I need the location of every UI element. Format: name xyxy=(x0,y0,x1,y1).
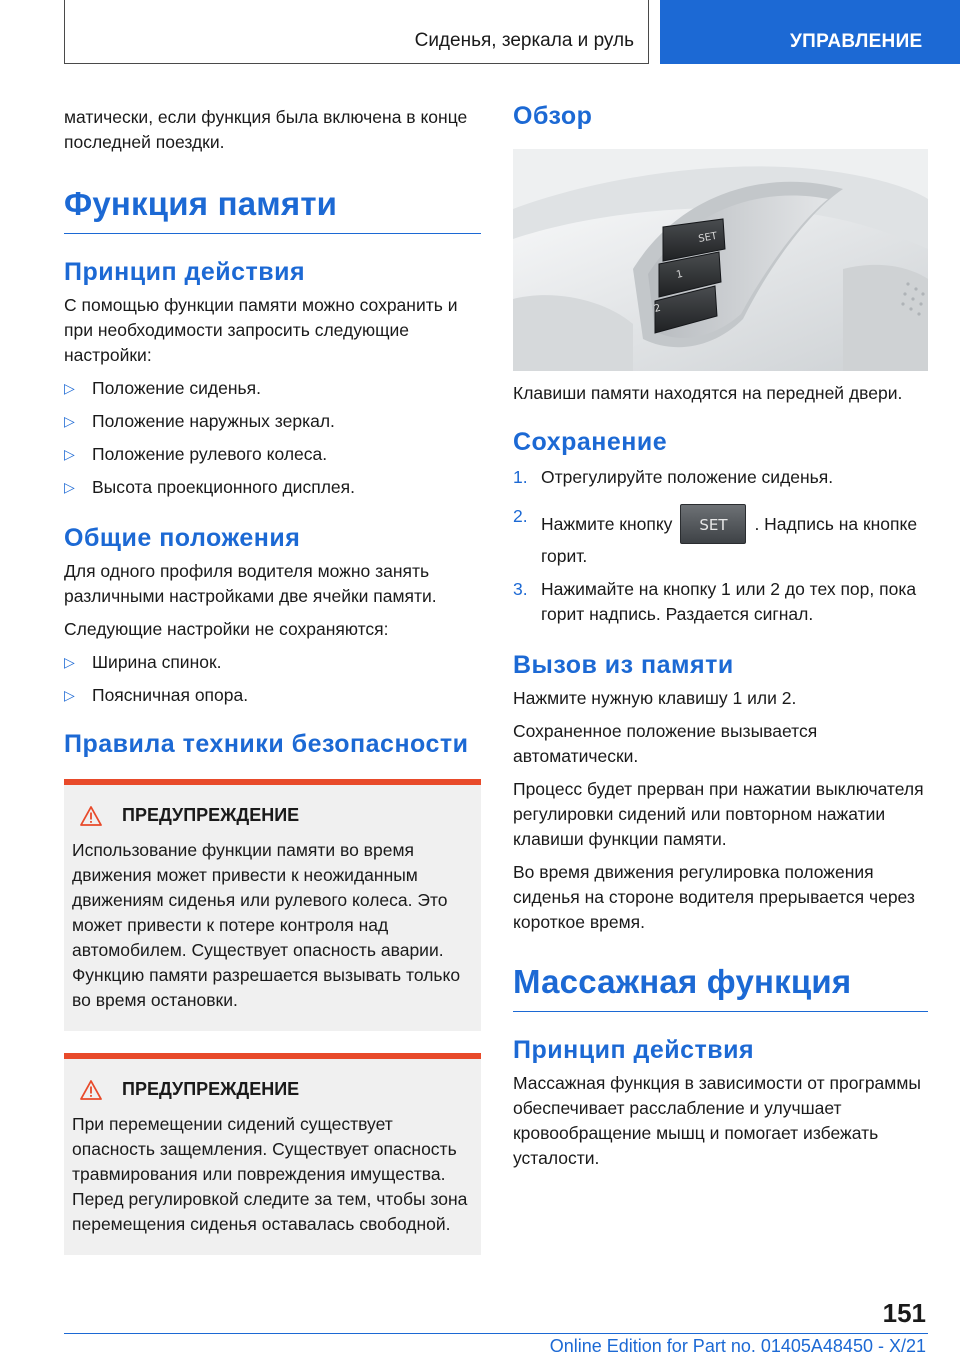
massage-function-title: Массажная функция xyxy=(513,963,928,1012)
recall-text-4: Во время движения регулировка положения сиденья на стороне водителя прерывается через короткое время. xyxy=(513,862,915,932)
warning-triangle-icon xyxy=(80,1080,102,1100)
general-text-2: Следующие настройки не сохраняются: xyxy=(64,619,389,639)
header-chapter-tab[interactable] xyxy=(660,0,960,64)
warning-box-1 xyxy=(64,779,481,1031)
recall-text-3: Процесс будет прерван при нажатии выключателя регулировки сидений или повторном нажатии клавиши функции памяти. xyxy=(513,779,924,849)
intro-text: матически, если функция была включена в конце последней поездки. xyxy=(64,107,468,152)
list-item: ▷ Ширина спинок. xyxy=(64,650,481,675)
save-title: Сохранение xyxy=(513,428,668,456)
triangle-bullet-icon: ▷ xyxy=(64,479,75,495)
triangle-bullet-icon: ▷ xyxy=(64,687,75,703)
list-item: 3. Нажимайте на кнопку 1 или 2 до тех пор, пока горит надпись. Раздается сигнал. xyxy=(513,579,917,624)
door-memory-buttons-photo xyxy=(513,149,928,371)
triangle-bullet-icon: ▷ xyxy=(64,380,75,396)
general-title: Общие положения xyxy=(64,524,301,552)
warning-2-title: ПРЕДУПРЕЖДЕНИЕ xyxy=(122,1079,300,1099)
general-list xyxy=(64,650,481,708)
memory-function-title: Функция памяти xyxy=(64,185,481,234)
list-item: ▷ Положение сиденья. xyxy=(64,376,481,401)
list-item: ▷ Поясничная опора. xyxy=(64,683,481,708)
principle-list xyxy=(64,376,481,500)
warning-box-2 xyxy=(64,1053,481,1255)
overview-title: Обзор xyxy=(513,102,593,130)
massage-principle-title: Принцип действия xyxy=(513,1036,755,1064)
left-column xyxy=(64,100,481,1255)
photo-label-set: SET xyxy=(697,230,719,245)
massage-text: Массажная функция в зависимости от программы обеспечивает расслабление и улучшает кровообращение мышц и помогает избежать усталости. xyxy=(513,1073,921,1168)
principle-title: Принцип действия xyxy=(64,258,306,286)
save-steps xyxy=(513,465,928,627)
page-number: 151 xyxy=(882,1298,926,1328)
recall-title: Вызов из памяти xyxy=(513,651,734,679)
photo-label-1: 1 xyxy=(675,268,684,281)
edition-link[interactable]: Online Edition for Part no. 01405A48450 - X/21 xyxy=(549,1336,926,1356)
recall-text-1: Нажмите нужную клавишу 1 или 2. xyxy=(513,688,797,708)
warning-triangle-icon xyxy=(80,806,102,826)
list-item: ▷ Положение наружных зеркал. xyxy=(64,409,481,434)
triangle-bullet-icon: ▷ xyxy=(64,413,75,429)
overview-text: Клавиши памяти находятся на передней двери. xyxy=(513,383,903,403)
principle-text: С помощью функции памяти можно сохранить и при необходимости запросить следующие настройки: xyxy=(64,295,458,365)
warning-2-text: При перемещении сидений существует опасность защемления. Существует опасность травмирования или повреждения имущества. Перед регулировкой следите за тем, чтобы зона перемещения сиденья оставалась свободной. xyxy=(72,1114,468,1234)
list-item: ▷ Положение рулевого колеса. xyxy=(64,442,481,467)
header-chapter-title: УПРАВЛЕНИЕ xyxy=(790,31,923,52)
general-text-1: Для одного профиля водителя можно занять различными настройками две ячейки памяти. xyxy=(64,561,437,606)
header-section-title: Сиденья, зеркала и руль xyxy=(414,30,634,51)
photo-label-2: 2 xyxy=(653,302,662,315)
triangle-bullet-icon: ▷ xyxy=(64,654,75,670)
warning-1-text: Использование функции памяти во время движения может привести к неожиданным движениям сиденья или рулевого колеса. Это может привести к потере контроля над автомобилем. Существует опасность аварии. Функцию памяти разрешается вызывать только во время остановки. xyxy=(72,840,461,1010)
header-section-box xyxy=(64,0,649,64)
list-item: ▷ Высота проекционного дисплея. xyxy=(64,475,481,500)
list-item: 2. Нажмите кнопку SET . Надпись на кнопке горит. xyxy=(513,506,918,566)
recall-text-2: Сохраненное положение вызывается автоматически. xyxy=(513,721,818,766)
safety-title: Правила техники безопасности xyxy=(64,730,469,758)
list-item: 1. Отрегулируйте положение сиденья. xyxy=(513,467,834,487)
set-button-icon: SET xyxy=(680,504,746,544)
door-panel-illustration xyxy=(513,149,928,371)
triangle-bullet-icon: ▷ xyxy=(64,446,75,462)
footer-rule xyxy=(64,1333,928,1334)
right-column xyxy=(513,100,928,1171)
warning-1-title: ПРЕДУПРЕЖДЕНИЕ xyxy=(122,805,300,825)
